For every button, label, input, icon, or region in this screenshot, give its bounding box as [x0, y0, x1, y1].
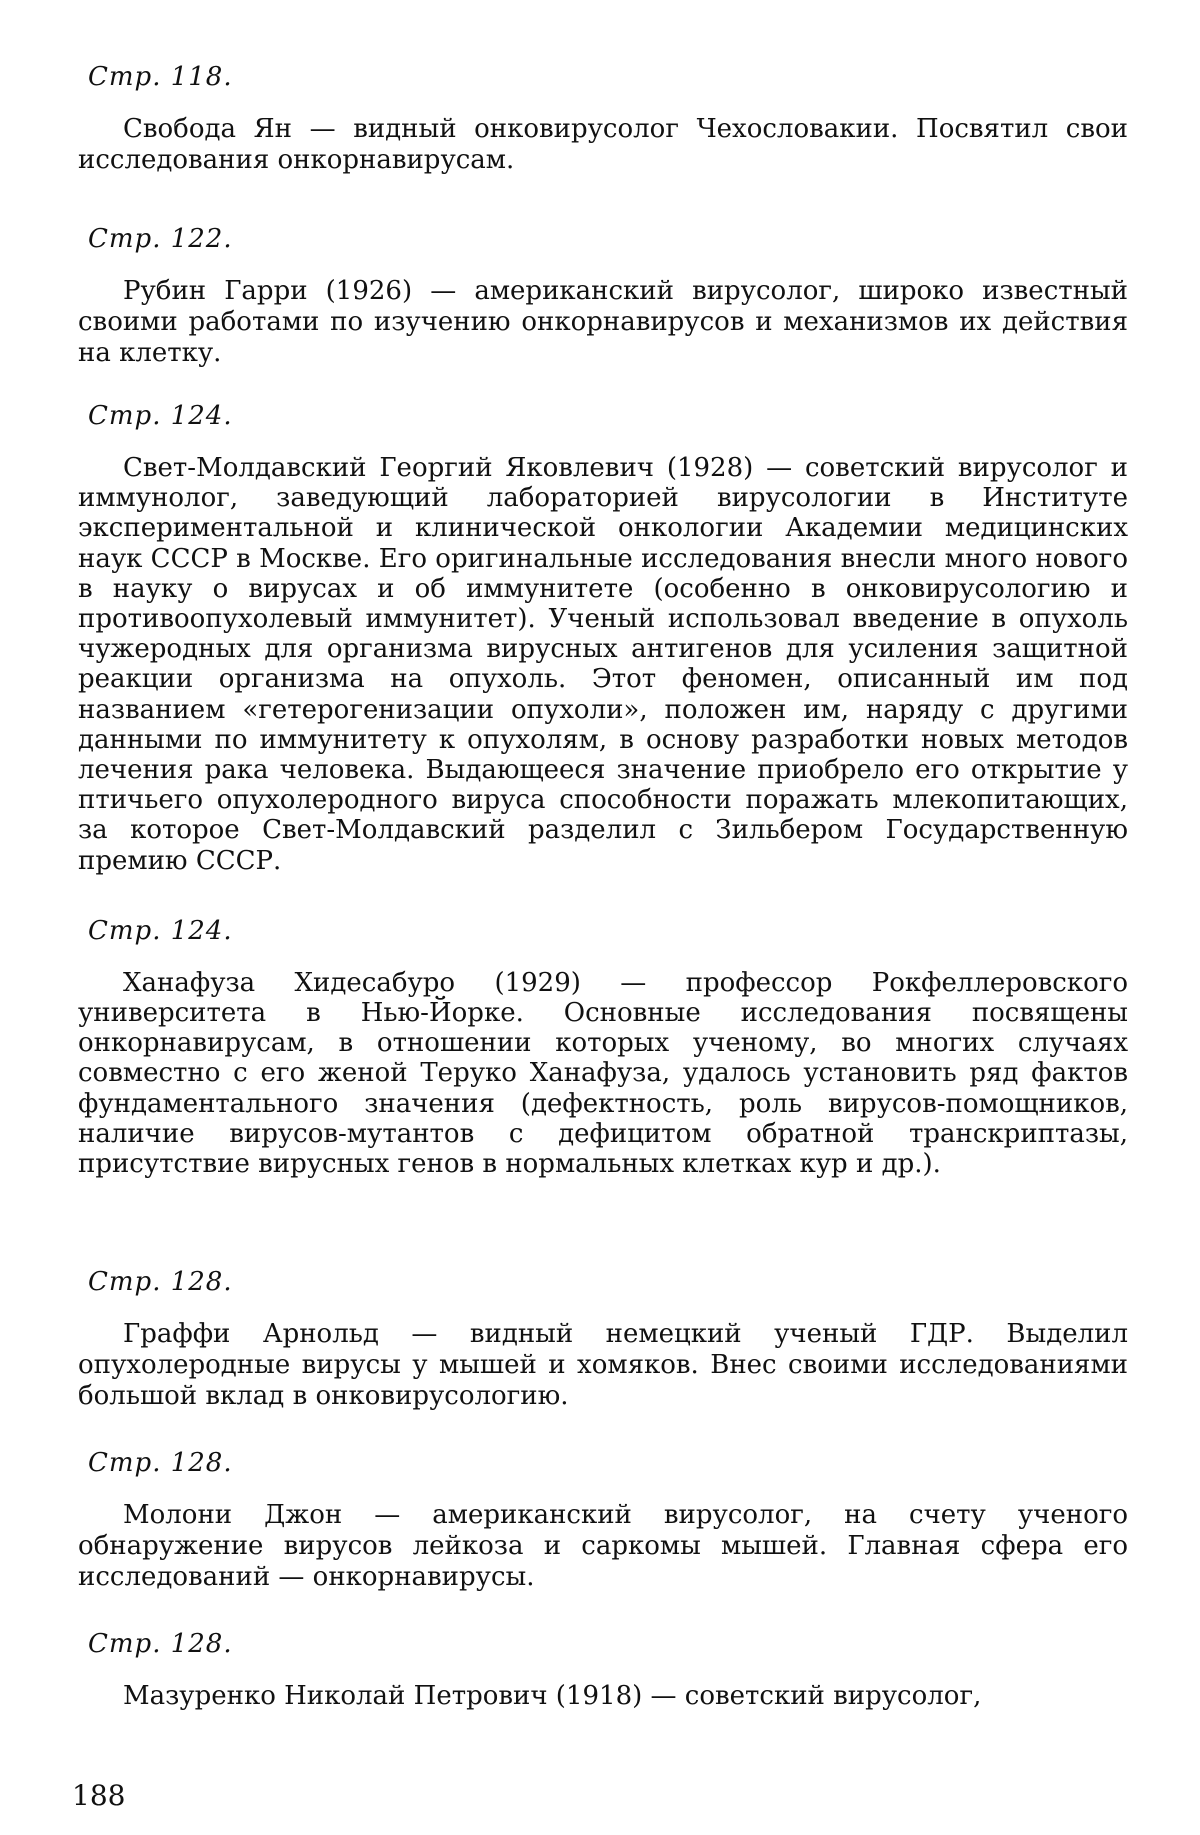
page-reference: Стр. 124.: [88, 401, 1128, 431]
note-text: Свет-Молдавский Георгий Яковлевич (1928) — советский вирусолог и иммунолог, заведующий лабораторией вирусологии в Институте экспериментальной и клинической онкологии Академии медицинских наук СССР в Москве. Его оригинальные исследования внесли много нового в науку о вирусах и об иммунитете (особенно в онковирусологию и противоопухолевый иммунитет). Ученый использовал введение в опухоль чужеродных для организма вирусных антигенов для усиления защитной реакции организма на опухоль. Этот феномен, описанный им под названием «гетерогенизации опухоли», положен им, наряду с другими данными по иммунитету к опухолям, в основу разработки новых методов лечения рака человека. Выдающееся значение приобрело его открытие у птичьего опухолеродного вируса способности поражать млекопитающих, за которое Свет-Молдавский разделил с Зильбером Государственную премию СССР.: [78, 453, 1128, 876]
note-text: Граффи Арнольд — видный немецкий ученый ГДР. Выделил опухолеродные вирусы у мышей и хомяков. Внес своими исследованиями большой вклад в онковирусологию.: [78, 1319, 1128, 1412]
page-reference: Стр. 118.: [88, 62, 1128, 92]
note-section: [78, 224, 1128, 369]
note-section: [78, 401, 1128, 876]
note-section: [78, 1267, 1128, 1412]
note-text: Рубин Гарри (1926) — американский вирусолог, широко известный своими работами по изучению онкорнавирусов и механизмов их действия на клетку.: [78, 276, 1128, 369]
note-text: Ханафуза Хидесабуро (1929) — профессор Рокфеллеровского университета в Нью-Йорке. Основные исследования посвящены онкорнавирусам, в отношении которых ученому, во многих случаях совместно с его женой Теруко Ханафуза, удалось установить ряд фактов фундаментального значения (дефектность, роль вирусов-помощников, наличие вирусов-мутантов с дефицитом обратной транскриптазы, присутствие вирусных генов в нормальных клетках кур и др.).: [78, 968, 1128, 1179]
page-body: [78, 62, 1128, 1712]
page-reference: Стр. 124.: [88, 916, 1128, 946]
note-text: Мазуренко Николай Петрович (1918) — советский вирусолог,: [78, 1681, 1128, 1712]
note-section: [78, 1448, 1128, 1593]
page-reference: Стр. 128.: [88, 1267, 1128, 1297]
note-section: [78, 62, 1128, 176]
note-text: Молони Джон — американский вирусолог, на счету ученого обнаружение вирусов лейкоза и саркомы мышей. Главная сфера его исследований — онкорнавирусы.: [78, 1500, 1128, 1593]
note-section: [78, 1629, 1128, 1712]
note-text: Свобода Ян — видный онковирусолог Чехословакии. Посвятил свои исследования онкорнавирусам.: [78, 114, 1128, 176]
page-reference: Стр. 128.: [88, 1448, 1128, 1478]
page-reference: Стр. 128.: [88, 1629, 1128, 1659]
page-number: 188: [72, 1780, 125, 1812]
page-reference: Стр. 122.: [88, 224, 1128, 254]
note-section: [78, 916, 1128, 1179]
